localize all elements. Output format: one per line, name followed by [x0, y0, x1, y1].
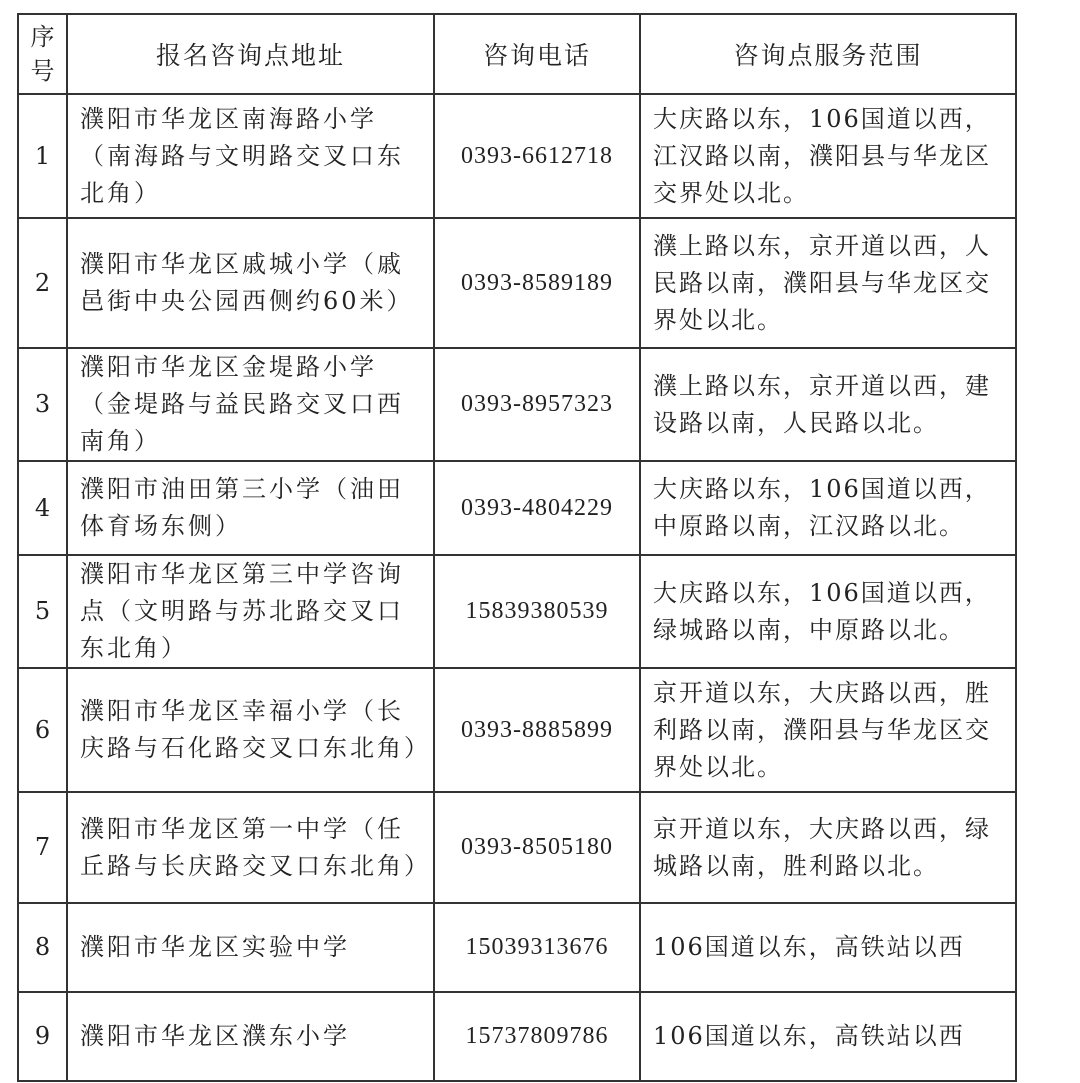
table-header-row [18, 14, 1016, 94]
row-no: 2 [18, 218, 67, 348]
row-phone: 0393-8589189 [434, 218, 640, 348]
row-address: 濮阳市华龙区濮东小学 [67, 992, 434, 1081]
table-row [18, 555, 1016, 668]
row-address: 濮阳市华龙区南海路小学（南海路与文明路交叉口东北角） [67, 94, 434, 218]
row-range: 大庆路以东，106国道以西，江汉路以南，濮阳县与华龙区交界处以北。 [640, 94, 1016, 218]
row-no: 8 [18, 903, 67, 992]
row-no: 1 [18, 94, 67, 218]
table-row [18, 218, 1016, 348]
row-range: 京开道以东，大庆路以西，绿城路以南，胜利路以北。 [640, 792, 1016, 903]
row-phone: 0393-8957323 [434, 348, 640, 461]
row-phone: 0393-6612718 [434, 94, 640, 218]
header-phone: 咨询电话 [434, 14, 640, 94]
table-row [18, 94, 1016, 218]
row-no: 9 [18, 992, 67, 1081]
header-address: 报名咨询点地址 [67, 14, 434, 94]
row-address: 濮阳市华龙区第三中学咨询点（文明路与苏北路交叉口东北角） [67, 555, 434, 668]
row-address: 濮阳市油田第三小学（油田体育场东侧） [67, 461, 434, 555]
row-range: 106国道以东，高铁站以西 [640, 992, 1016, 1081]
table-row [18, 348, 1016, 461]
row-phone: 0393-4804229 [434, 461, 640, 555]
header-range: 咨询点服务范围 [640, 14, 1016, 94]
row-range: 106国道以东，高铁站以西 [640, 903, 1016, 992]
table-row [18, 903, 1016, 992]
header-no-label: 序号 [30, 23, 55, 85]
row-phone: 15839380539 [434, 555, 640, 668]
consultation-table [17, 13, 1017, 1082]
table-row [18, 461, 1016, 555]
row-no: 7 [18, 792, 67, 903]
row-address: 濮阳市华龙区幸福小学（长庆路与石化路交叉口东北角） [67, 668, 434, 792]
row-phone: 0393-8505180 [434, 792, 640, 903]
row-range: 濮上路以东，京开道以西，人民路以南，濮阳县与华龙区交界处以北。 [640, 218, 1016, 348]
row-range: 大庆路以东，106国道以西，绿城路以南，中原路以北。 [640, 555, 1016, 668]
row-phone: 0393-8885899 [434, 668, 640, 792]
row-address: 濮阳市华龙区戚城小学（戚邑街中央公园西侧约60米） [67, 218, 434, 348]
header-no [18, 14, 67, 94]
table-row [18, 668, 1016, 792]
row-no: 4 [18, 461, 67, 555]
row-phone: 15039313676 [434, 903, 640, 992]
row-address: 濮阳市华龙区金堤路小学（金堤路与益民路交叉口西南角） [67, 348, 434, 461]
row-no: 3 [18, 348, 67, 461]
row-phone: 15737809786 [434, 992, 640, 1081]
table-row [18, 992, 1016, 1081]
row-address: 濮阳市华龙区实验中学 [67, 903, 434, 992]
table-row [18, 792, 1016, 903]
row-range: 濮上路以东，京开道以西，建设路以南，人民路以北。 [640, 348, 1016, 461]
row-address: 濮阳市华龙区第一中学（任丘路与长庆路交叉口东北角） [67, 792, 434, 903]
row-range: 京开道以东，大庆路以西，胜利路以南，濮阳县与华龙区交界处以北。 [640, 668, 1016, 792]
row-no: 5 [18, 555, 67, 668]
row-range: 大庆路以东，106国道以西，中原路以南，江汉路以北。 [640, 461, 1016, 555]
row-no: 6 [18, 668, 67, 792]
